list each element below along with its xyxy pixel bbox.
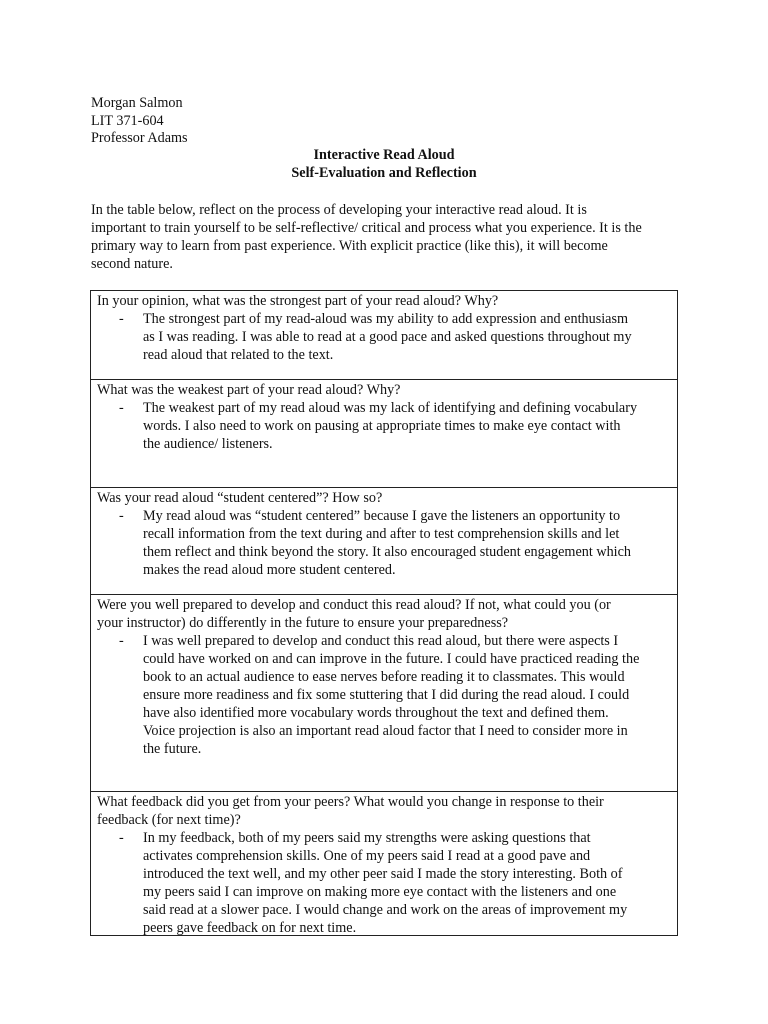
question-text: Were you well prepared to develop and conduct this read aloud? If not, what could you (or your instructor) do differently in the future to ensure your preparedness? bbox=[97, 597, 611, 631]
answer-text: - The strongest part of my read-aloud was my ability to add expression and enthusiasm as I was reading. I was able to read at a good pace and asked questions throughout my read aloud that related to the text. bbox=[119, 311, 632, 363]
answer-text: - The weakest part of my read aloud was my lack of identifying and defining vocabulary words. I also need to work on pausing at appropriate times to make eye contact with the audience/ listeners. bbox=[119, 400, 638, 452]
intro-paragraph bbox=[91, 201, 691, 273]
course-code: LIT 371-604 bbox=[91, 112, 164, 129]
answer-text: - In my feedback, both of my peers said my strengths were asking questions that activates comprehension skills. One of my peers said I read at a good pave and introduced the text well, and my other peer said I made the story interesting. Both of my peers said I can improve on making more eye contact with the listeners and one said read at a slower pace. I would change and work on the areas of improvement my peers gave feedback on for next time. bbox=[119, 830, 628, 936]
table-cell bbox=[91, 380, 678, 488]
bullet-dash: - bbox=[119, 400, 124, 416]
title-line-2: Self-Evaluation and Reflection bbox=[291, 164, 477, 181]
document-title bbox=[0, 147, 768, 182]
reflection-table bbox=[90, 290, 678, 936]
answer-text: - My read aloud was “student centered” because I gave the listeners an opportunity to recall information from the text during and after to test comprehension skills and let them reflect and think beyond the story. It also encouraged student engagement which makes the read aloud more student centered. bbox=[119, 508, 631, 578]
question-text: In your opinion, what was the strongest part of your read aloud? Why? bbox=[97, 293, 499, 309]
intro-line: important to train yourself to be self-reflective/ critical and process what you experience. It is the bbox=[91, 220, 642, 236]
table-row bbox=[91, 792, 678, 936]
bullet-dash: - bbox=[119, 633, 124, 649]
table-cell bbox=[91, 595, 678, 792]
title-line-1: Interactive Read Aloud bbox=[313, 147, 455, 163]
bullet-dash: - bbox=[119, 830, 124, 846]
document-header bbox=[91, 95, 188, 148]
table-row bbox=[91, 488, 678, 595]
table-cell bbox=[91, 792, 678, 936]
table-row bbox=[91, 595, 678, 792]
professor-name: Professor Adams bbox=[91, 130, 188, 147]
question-text: What was the weakest part of your read aloud? Why? bbox=[97, 382, 401, 398]
student-name: Morgan Salmon bbox=[91, 95, 183, 111]
intro-line: primary way to learn from past experience. With explicit practice (like this), it will become bbox=[91, 238, 608, 254]
intro-line: second nature. bbox=[91, 256, 173, 272]
question-text: Was your read aloud “student centered”? How so? bbox=[97, 490, 383, 506]
table-row bbox=[91, 380, 678, 488]
table-cell bbox=[91, 291, 678, 380]
bullet-dash: - bbox=[119, 311, 124, 327]
question-text: What feedback did you get from your peers? What would you change in response to their feedback (for next time)? bbox=[97, 794, 604, 828]
table-cell bbox=[91, 488, 678, 595]
answer-text: - I was well prepared to develop and conduct this read aloud, but there were aspects I could have worked on and can improve in the future. I could have practiced reading the book to an actual audience to ease nerves before reading it to classmates. This would ensure more readiness and fix some stuttering that I did during the read aloud. I could have also identified more vocabulary words throughout the text and defined them. Voice projection is also an important read aloud factor that I need to consider more in the future. bbox=[119, 633, 640, 757]
table-row bbox=[91, 291, 678, 380]
bullet-dash: - bbox=[119, 508, 124, 524]
intro-line: In the table below, reflect on the process of developing your interactive read aloud. It is bbox=[91, 202, 587, 218]
